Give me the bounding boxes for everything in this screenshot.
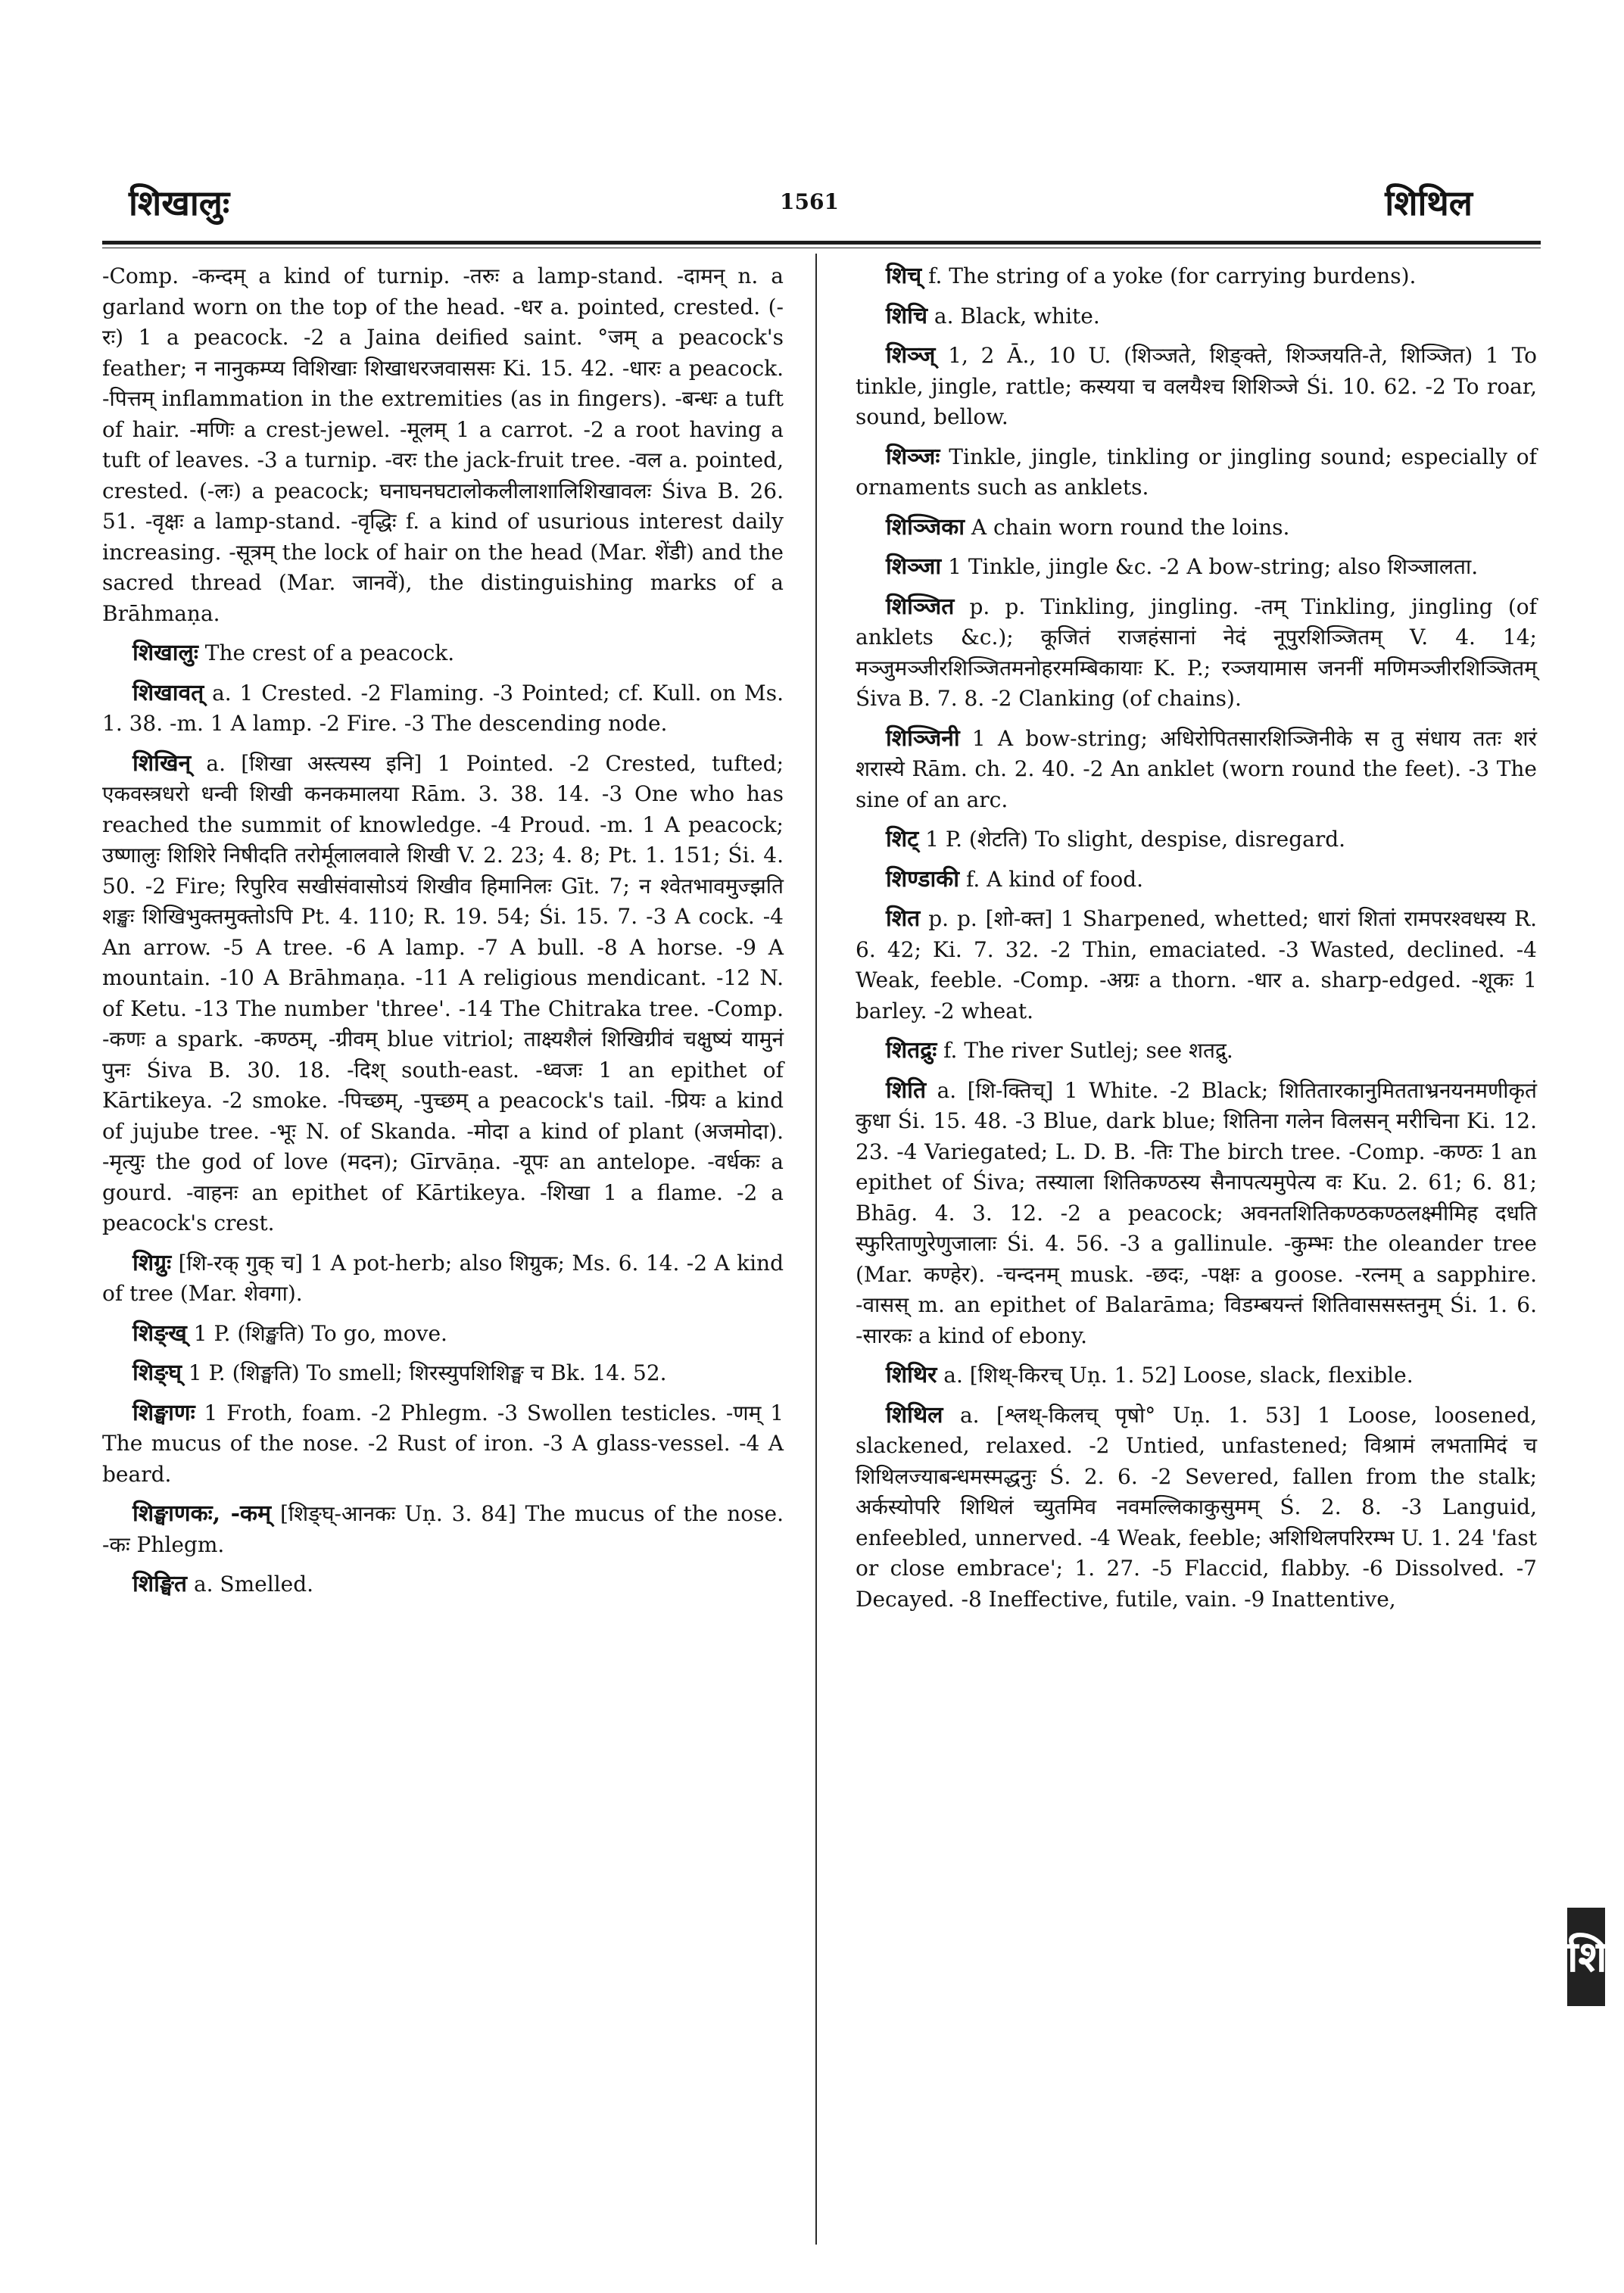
- running-head-right: शिथिल: [1385, 182, 1473, 223]
- dictionary-entry: [856, 261, 1537, 292]
- headword: शित: [886, 905, 921, 932]
- definition-text: 1, 2 Ā., 10 U. (शिञ्जते, शिङ्क्ते, शिञ्जयति-ते, शिञ्जित) 1 To tinkle, jingle, rattle; कस्यया च वलयैश्च शिशिञ्जे Śi. 10. 62. -2 To roar, sound, bellow.: [856, 343, 1537, 429]
- headword: शिच्: [886, 263, 922, 289]
- headword: शिञ्जित: [886, 593, 955, 620]
- dictionary-entry: [856, 865, 1537, 896]
- definition-text: p. p. [शो-क्त] 1 Sharpened, whetted; धारां शितां रामपरश्वधस्य R. 6. 42; Ki. 7. 32. -2 Thin, emaciated. -3 Wasted, declined. -4 Weak, feeble. -Comp. -अग्रः a thorn. -धार a. sharp-edged. -शूकः 1 barley. -2 wheat.: [856, 906, 1537, 1023]
- definition-text: a. [शि-क्तिच्] 1 White. -2 Black; शितितारकानुमितताभ्रनयनमणीकृतं कुधा Śi. 15. 48. -3 Blue, dark blue; शितिना गलेन विलसन् मरीचिना Ki. 12. 23. -4 Variegated; L. D. B. -तिः The birch tree. -Comp. -कण्ठः 1 an epithet of Śiva; तस्याला शितिकण्ठस्य सैनापत्यमुपेत्य वः Ku. 2. 61; 6. 81; Bhāg. 4. 3. 12. -2 a peacock; अवनतशितिकण्ठकण्ठलक्ष्मीमिह दधति स्फुरिताणुरेणुजालाः Śi. 4. 56. -3 a gallinule. -कुम्भः the oleander tree (Mar. कण्हेर). -चन्दनम् musk. -छदः, -पक्षः a goose. -रत्नम् a sapphire. -वासस् m. an epithet of Balarāma; विडम्बयन्तं शितिवाससस्तनुम् Śi. 1. 6. -सारकः a kind of ebony.: [856, 1077, 1538, 1348]
- thumb-index-tab: शि: [1567, 1908, 1605, 2006]
- headword: शिण्डाकी: [886, 865, 960, 893]
- definition-text: f. A kind of food.: [965, 866, 1144, 892]
- definition-text: [शि-रक् गुक् च] 1 A pot-herb; also शिग्रुक; Ms. 6. 14. -2 A kind of tree (Mar. शेवगा).: [102, 1250, 784, 1306]
- headword: शिङ्ख्: [132, 1319, 187, 1347]
- page-number: 1561: [780, 189, 839, 214]
- dictionary-entry: [102, 749, 784, 1239]
- dictionary-entry: [856, 1400, 1537, 1615]
- running-head-left: शिखालुः: [129, 182, 230, 223]
- headword: शिखालुः: [132, 640, 198, 666]
- headword: शिङ्घित: [132, 1571, 188, 1597]
- headword: शिञ्जिका: [886, 513, 965, 541]
- dictionary-entry: [856, 512, 1537, 544]
- headword: शिञ्जिनी: [886, 724, 960, 752]
- dictionary-entry: [102, 1358, 784, 1389]
- definition-text: 1 Froth, foam. -2 Phlegm. -3 Swollen testicles. -णम् 1 The mucus of the nose. -2 Rust of iron. -3 A glass-vessel. -4 A beard.: [102, 1400, 784, 1487]
- headword: शिथिल: [886, 1401, 943, 1428]
- definition-text: 1 Tinkle, jingle &c. -2 A bow-string; also शिञ्जालता.: [948, 554, 1479, 579]
- dictionary-entry: [102, 1319, 784, 1350]
- dictionary-entry: [102, 1569, 784, 1600]
- headword: शितद्रुः: [886, 1037, 937, 1064]
- headword: शिति: [886, 1076, 927, 1104]
- dictionary-entry: [856, 301, 1537, 332]
- headword: शिङ्घ्: [132, 1360, 182, 1386]
- dictionary-entry: [102, 678, 784, 740]
- headword: शिचि: [886, 302, 927, 329]
- dictionary-entry: [856, 1036, 1537, 1067]
- headword: शिङ्घाणकः, -कम्: [132, 1500, 272, 1527]
- definition-text: A chain worn round the loins.: [971, 514, 1290, 540]
- dictionary-entry: [856, 1360, 1537, 1391]
- headword: शिग्रुः: [132, 1249, 172, 1276]
- definition-text: a. Black, white.: [934, 303, 1100, 329]
- definition-text: a. [शिथ्-किरच् Uṇ. 1. 52] Loose, slack, flexible.: [943, 1363, 1414, 1388]
- definition-text: f. The river Sutlej; see शतद्रु.: [943, 1038, 1233, 1063]
- headword: शिट्: [886, 826, 919, 852]
- definition-text: a. Smelled.: [193, 1572, 314, 1597]
- dictionary-entry: [856, 1076, 1537, 1352]
- dictionary-entry: [856, 592, 1537, 715]
- definition-text: -Comp. -कन्दम् a kind of turnip. -तरुः a lamp-stand. -दामन् n. a garland worn on the top of the head. -धर a. pointed, crested. (-रः) 1 a peacock. -2 a Jaina deified saint. °जम् a peacock's feather; न नानुकम्प्य विशिखाः शिखाधरजवाससः Ki. 15. 42. -धारः a peacock. -पित्तम् inflammation in the extremities (as in fingers). -बन्धः a tuft of hair. -मणिः a crest-jewel. -मूलम् 1 a carrot. -2 a root having a tuft of leaves. -3 a turnip. -वरः the jack-fruit tree. -वल a. pointed, crested. (-लः) a peacock; घनाघनघटालोकलीलाशालिशिखावलः Śiva B. 26. 51. -वृक्षः a lamp-stand. -वृद्धिः f. a kind of usurious interest daily increasing. -सूत्रम् the lock of hair on the head (Mar. शेंडी) and the sacred thread (Mar. जानवें), the distinguishing marks of a Brāhmaṇa.: [102, 263, 784, 626]
- dictionary-entry: [102, 638, 784, 669]
- headword: शिङ्घाणः: [132, 1399, 195, 1426]
- dictionary-entry: [856, 442, 1537, 503]
- headword: शिञ्जः: [886, 443, 940, 470]
- dictionary-entry: [102, 1248, 784, 1310]
- definition-text: 1 A bow-string; अधिरोपितसारशिञ्जिनीके स तु संधाय ततः शरं शरास्ये Rām. ch. 2. 40. -2 An anklet (worn round the feet). -3 The sine of an arc.: [856, 725, 1537, 812]
- definition-text: 1 P. (शिङ्घति) To smell; शिरस्युपशिशिङ्घ च Bk. 14. 52.: [188, 1360, 667, 1385]
- headword: शिञ्जा: [886, 553, 942, 580]
- right-column: [856, 261, 1537, 1624]
- definition-text: p. p. Tinkling, jingling. -तम् Tinkling, jingling (of anklets &c.); कूजितं राजहंसानां नेदं नूपुरशिञ्जितम् V. 4. 14; मञ्जुमञ्जीरशिञ्जितमनोहरमम्बिकायाः K. P.; रञ्जयामास जननीं मणिमञ्जीरशिञ्जितम् Śiva B. 7. 8. -2 Clanking (of chains).: [856, 594, 1537, 711]
- definition-text: a. 1 Crested. -2 Flaming. -3 Pointed; cf. Kull. on Ms. 1. 38. -m. 1 A lamp. -2 Fire. -3 The descending node.: [102, 680, 784, 736]
- definition-text: Tinkle, jingle, tinkling or jingling sound; especially of ornaments such as anklets.: [856, 444, 1537, 500]
- column-divider: [815, 254, 817, 2245]
- definition-text: f. The string of a yoke (for carrying burdens).: [928, 263, 1417, 288]
- definition-text: The crest of a peacock.: [204, 640, 455, 665]
- definition-text: a. [शिखा अस्त्यस्य इनि] 1 Pointed. -2 Crested, tufted; एकवस्त्रधरो धन्वी शिखी कनकमालया Rām. 3. 38. 14. -3 One who has reached the summit of knowledge. -4 Proud. -m. 1 A peacock; उष्णालुः शिशिरे निषीदति तरोर्मूलालवाले शिखी V. 2. 23; 4. 8; Pt. 1. 151; Śi. 4. 50. -2 Fire; रिपुरिव सखीसंवासोऽयं शिखीव हिमानिलः Gīt. 7; न श्वेतभावमुज्झति शङ्खः शिखिभुक्तमुक्तोऽपि Pt. 4. 110; R. 19. 54; Śi. 15. 7. -3 A cock. -4 An arrow. -5 A tree. -6 A lamp. -7 A bull. -8 A horse. -9 A mountain. -10 A Brāhmaṇa. -11 A religious mendicant. -12 N. of Ketu. -13 The number 'three'. -14 The Chitraka tree. -Comp. -कणः a spark. -कण्ठम्, -ग्रीवम् blue vitriol; ताक्ष्यशैलं शिखिग्रीवं चक्षुष्यं यामुनं पुनः Śiva B. 30. 18. -दिश् south-east. -ध्वजः 1 an epithet of Kārtikeya. -2 smoke. -पिच्छम्, -पुच्छम् a peacock's tail. -प्रियः a kind of jujube tree. -भूः N. of Skanda. -मोदा a kind of plant (अजमोदा). -मृत्युः the god of love (मदन); Gīrvāṇa. -यूपः an antelope. -वर्धकः a gourd. -वाहनः an epithet of Kārtikeya. -शिखा 1 a flame. -2 a peacock's crest.: [102, 750, 784, 1235]
- dictionary-entry: [102, 1499, 784, 1560]
- dictionary-entry: [856, 724, 1537, 816]
- headword: शिखिन्: [132, 749, 192, 777]
- headword: शिखावत्: [132, 679, 204, 706]
- dictionary-entry: [856, 904, 1537, 1027]
- definition-text: 1 P. (शिङ्खति) To go, move.: [193, 1320, 447, 1346]
- dictionary-entry: [102, 1398, 784, 1491]
- dictionary-entry: [856, 824, 1537, 855]
- dictionary-entry: [856, 552, 1537, 583]
- dictionary-entry: [102, 261, 784, 629]
- definition-text: 1 P. (शेटति) To slight, despise, disregard.: [925, 827, 1346, 852]
- definition-text: a. [श्लथ्-किलच् पृषो° Uṇ. 1. 53] 1 Loose, loosened, slackened, relaxed. -2 Untied, unfastened; विश्रामं लभतामिदं च शिथिलज्याबन्धमस्मद्धनुः Ś. 2. 6. -2 Severed, fallen from the stalk; अर्कस्योपरि शिथिलं च्युतमिव नवमल्लिकाकुसुमम् Ś. 2. 8. -3 Languid, enfeebled, unnerved. -4 Weak, feeble; अशिथिलपरिरम्भ U. 1. 24 'fast or close embrace'; 1. 27. -5 Flaccid, flabby. -6 Dissolved. -7 Decayed. -8 Ineffective, futile, vain. -9 Inattentive,: [856, 1402, 1537, 1612]
- headword: शिञ्ज्: [886, 342, 936, 369]
- header-rule: [102, 241, 1541, 245]
- dictionary-entry: [856, 341, 1537, 433]
- headword: शिथिर: [886, 1362, 937, 1388]
- left-column: [102, 261, 784, 1609]
- definition-text: [शिङ्घ्-आनकः Uṇ. 3. 84] The mucus of the nose. -कः Phlegm.: [102, 1501, 784, 1557]
